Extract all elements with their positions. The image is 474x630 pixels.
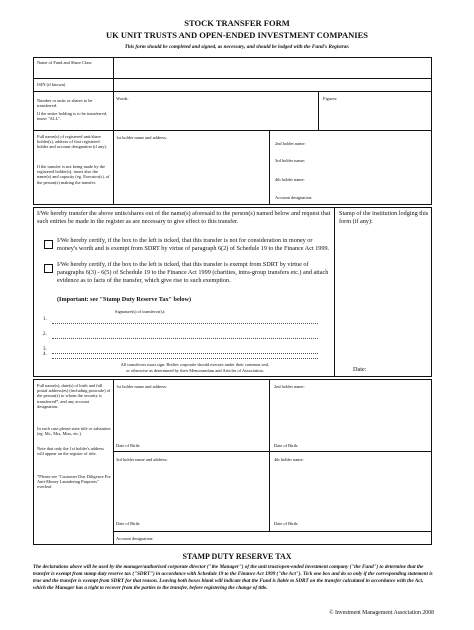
sdrt-heading: STAMP DUTY RESERVE TAX <box>182 552 292 561</box>
declaration-intro: I/We hereby transfer the above units/shares out of the name(s) aforesaid to the person(s) named below and request that such entries be made in the register as are necessary to give effect to this transfer. <box>37 210 331 225</box>
option2-checkbox[interactable] <box>44 264 53 273</box>
signature-line-3[interactable] <box>52 353 318 354</box>
signature-number-3: 3. <box>43 347 47 352</box>
transferee-account-designation-input[interactable] <box>170 533 428 543</box>
transferor-label: Full name(s) of registered unit/share holder(s), address of first registered holder and account designation (if any). <box>37 134 107 150</box>
figures-label: Figures: <box>323 96 338 101</box>
transferee-first-dob-label: Date of Birth: <box>116 443 141 448</box>
transferee-first-holder-label: 1st holder name and address: <box>116 384 167 389</box>
form-instruction: This form should be completed and signed, as necessary, and should be lodged with the Fund's Registrar. <box>124 44 350 50</box>
transferee-note-2: Note that only the 1st holder's address will appear on the register of title. <box>37 446 104 457</box>
transferee-second-dob-label: Date of Birth: <box>274 443 299 448</box>
option1-checkbox[interactable] <box>44 240 53 249</box>
transferor-first-holder-label: 1st holder name and address: <box>116 135 167 140</box>
transferee-third-dob-label: Date of Birth: <box>116 521 141 526</box>
copyright: © Investment Management Association 2008 <box>329 610 434 616</box>
stamp-area[interactable] <box>338 230 429 360</box>
fund-name-label: Name of Fund and Share Class <box>37 60 92 65</box>
option1-text: I/We hereby certify, if the box to the left is ticked, that this transfer is not for consideration in money or money's worth and is exempt from SDRT by virtue of paragraph 6(2) of Schedule 19 to the Finance Act 1999. <box>57 237 330 252</box>
form-title: STOCK TRANSFER FORM <box>184 18 290 28</box>
signature-number-2: 2. <box>43 332 47 337</box>
words-label: Words: <box>116 96 129 101</box>
signature-line-4[interactable] <box>52 358 318 359</box>
number-note: If the entire holding is to be transferred, insert "ALL". <box>37 111 107 122</box>
transferee-note-3: *Please see "Customer Due Diligence For Anti-Money Laundering Purposes" overleaf. <box>37 474 111 490</box>
transferee-second-holder-label: 2nd holder name: <box>274 384 305 389</box>
transferor-note: If the transfer is not being made by the registered holder(s), insert also the name(s) and capacity (eg. Executor(s), of the person(s) making the transfer. <box>37 164 110 185</box>
signature-number-4: 4. <box>43 352 47 357</box>
number-label: Number or units or shares to be transferred. <box>37 98 93 109</box>
isin-input[interactable] <box>114 79 431 90</box>
transferee-fourth-holder-input[interactable] <box>274 464 429 519</box>
transferee-third-holder-input[interactable] <box>116 464 266 519</box>
number-figures-input[interactable] <box>348 94 428 127</box>
transferee-third-holder-label: 3rd holder name and address: <box>116 457 168 462</box>
stamp-label: Stamp of the institution lodging this form (if any): <box>339 210 429 225</box>
transferor-account-designation-label: Account designation: <box>275 195 313 200</box>
important-note: (Important: see "Stamp Duty Reserve Tax" below) <box>57 296 192 303</box>
transferee-first-holder-input[interactable] <box>116 391 266 441</box>
transferor-third-holder-label: 3rd holder name: <box>275 158 305 163</box>
option2-text: I/We hereby certify, if the box to the left is ticked, that this transfer is exempt from SDRT by virtue of paragraphs 6(3) - 6(5) of Schedule 19 to the Finance Act 1999 (charities, intra-group transfers etc.) and attach evidence as to facts of the transfer, which give rise to such exemption. <box>57 261 329 284</box>
transferor-holders-input[interactable] <box>312 137 428 202</box>
signature-line-1[interactable] <box>52 323 318 324</box>
transferor-fourth-holder-label: 4th holder name: <box>275 177 305 182</box>
transferee-note-1: In each case please state title or salutation (eg. Mr., Mrs, Miss, etc.). <box>37 426 111 437</box>
fund-name-input[interactable] <box>114 58 431 77</box>
number-words-input[interactable] <box>135 94 315 127</box>
transferor-first-holder-input[interactable] <box>116 143 266 202</box>
transferor-second-holder-label: 2nd holder name: <box>275 141 306 146</box>
signature-footnote-2: or otherwise as determined by their Memorandum and Articles of Association. <box>126 368 264 373</box>
transferee-account-designation-label: Account designation: <box>116 536 154 541</box>
signature-line-2[interactable] <box>52 338 318 339</box>
transferee-second-holder-input[interactable] <box>274 391 429 441</box>
sdrt-text: The declarations above will be used by the manager/authorised corporate director ("the Manager") of the unit trust/open-ended investment company ("the Fund") to determine that the transfer is exempt from stamp duty reserve tax ("SDRT") in accordance with Schedule 19 to the Finance Act 1999 ("the Act"). Tick one box and do so only if the corresponding statement is true and the transfer is exempt from SDRT for that reason. Leaving both boxes blank will indicate that the Fund is liable to SDRT on the transfer calculated in accordance with the Act, which the Manager has a right to recover from the parties to the transfer, before registering the change of title. <box>33 564 433 591</box>
form-subtitle: UK UNIT TRUSTS AND OPEN-ENDED INVESTMENT COMPANIES <box>106 30 368 40</box>
transferee-fourth-holder-label: 4th holder name: <box>274 457 304 462</box>
date-label: Date: <box>353 366 367 373</box>
transferee-label: Full name(s), date(s) of birth and full postal address(es) (including postcode) of the person(s) to whom the security is transferred*, and any account designation. <box>37 383 111 409</box>
signatures-label: Signature(s) of transferor(s): <box>115 309 166 314</box>
signature-footnote-1: All transferors must sign. Bodies corporate should execute under their common seal, <box>120 362 270 367</box>
isin-label: ISIN (if known) <box>37 82 66 87</box>
transferee-fourth-dob-label: Date of Birth: <box>274 521 299 526</box>
signature-number-1: 1. <box>43 317 47 322</box>
